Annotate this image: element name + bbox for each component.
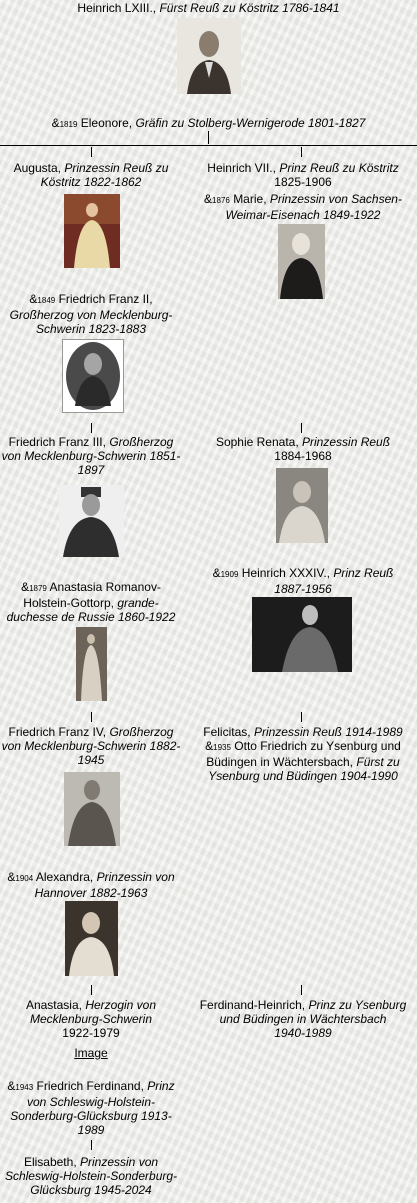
- root-person: Heinrich LXIII., Fürst Reuß zu Köstritz 1786-1841: [77, 1, 340, 15]
- portrait-anastasia-romanov: [76, 627, 107, 701]
- connector: [91, 423, 92, 433]
- portrait-alexandra: [65, 901, 118, 976]
- person-augusta: Augusta, Prinzessin Reuß zu Köstritz 1822-1862: [13, 161, 169, 189]
- portrait-friedrich-franz-ii: [62, 339, 124, 413]
- portrait-friedrich-franz-iii: [59, 485, 124, 557]
- person-elisabeth: Elisabeth, Prinzessin von Schleswig-Holstein-Sonderburg-Glücksburg 1945-2024: [4, 1155, 178, 1197]
- connector: [91, 147, 92, 157]
- connector: [301, 423, 302, 433]
- connector: [301, 147, 302, 157]
- connector: [301, 985, 302, 995]
- portrait-marie: [278, 224, 325, 299]
- connector: [91, 712, 92, 722]
- person-friedrich-ferdinand: &1943 Friedrich Ferdinand, Prinz von Schleswig-Holstein-Sonderburg-Glücksburg 1913-1989: [7, 1079, 175, 1137]
- portrait-heinrich-xxxiv: [252, 597, 352, 672]
- image-link-row: [0, 1046, 182, 1060]
- person-heinrich-vii: Heinrich VII., Prinz Reuß zu Köstritz 1825-1906: [207, 161, 399, 189]
- portrait-sophie-renata: [276, 468, 328, 543]
- root-spouse: &1819 Eleonore, Gräfin zu Stolberg-Wernigerode 1801-1827: [51, 116, 366, 130]
- connector: [91, 985, 92, 995]
- person-friedrich-franz-ii: &1849 Friedrich Franz II, Großherzog von Mecklenburg-Schwerin 1823-1883: [9, 292, 173, 336]
- person-heinrich-xxxiv: &1909 Heinrich XXXIV., Prinz Reuß 1887-1956: [212, 566, 394, 596]
- portrait-augusta: [64, 194, 120, 268]
- person-anastasia: Anastasia, Herzogin von Mecklenburg-Schwerin 1922-1979: [25, 998, 157, 1040]
- person-friedrich-franz-iv: Friedrich Franz IV, Großherzog von Mecklenburg-Schwerin 1882-1945: [1, 725, 181, 767]
- person-friedrich-franz-iii: Friedrich Franz III, Großherzog von Mecklenburg-Schwerin 1851-1897: [1, 435, 181, 477]
- portrait-heinrich-lxiii: [177, 18, 241, 94]
- person-alexandra: &1904 Alexandra, Prinzessin von Hannover 1882-1963: [7, 870, 175, 900]
- family-divider: [0, 145, 417, 146]
- connector: [91, 1140, 92, 1150]
- person-anastasia-romanov: &1879 Anastasia Romanov-Holstein-Gottorp, grande-duchesse de Russie 1860-1922: [6, 580, 176, 624]
- portrait-friedrich-franz-iv: [64, 772, 120, 846]
- person-felicitas: Felicitas, Prinzessin Reuß 1914-1989 &1935 Otto Friedrich zu Ysenburg und Büdingen in Wächtersbach, Fürst zu Ysenburg und Büdingen 1904-1990: [203, 725, 403, 783]
- person-sophie-renata: Sophie Renata, Prinzessin Reuß 1884-1968: [215, 435, 391, 463]
- connector: [301, 712, 302, 722]
- person-marie: &1876 Marie, Prinzessin von Sachsen-Weimar-Eisenach 1849-1922: [204, 192, 402, 222]
- person-ferdinand-heinrich: Ferdinand-Heinrich, Prinz zu Ysenburg und Büdingen in Wächtersbach 1940-1989: [199, 998, 407, 1040]
- connector: [208, 131, 209, 144]
- image-link[interactable]: Image: [74, 1046, 108, 1060]
